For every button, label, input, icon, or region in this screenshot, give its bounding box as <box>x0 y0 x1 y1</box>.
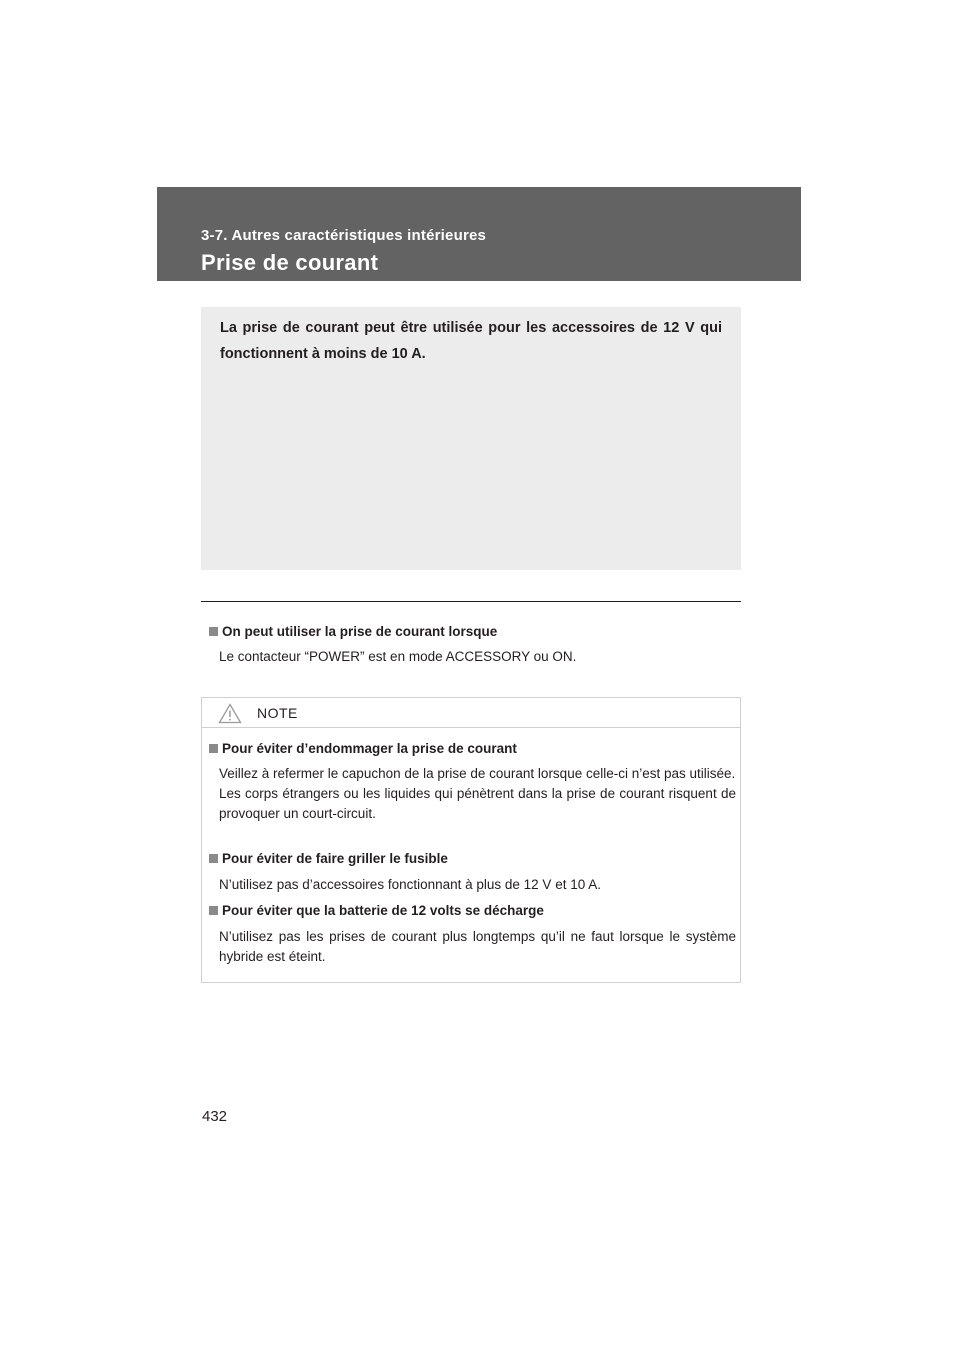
note-item-body <box>219 764 736 824</box>
note-box <box>201 697 741 983</box>
square-bullet-icon <box>209 854 218 863</box>
warning-triangle-icon <box>218 703 242 724</box>
page-number: 432 <box>202 1108 228 1125</box>
note-item-heading <box>209 903 544 918</box>
note-item-heading <box>209 851 448 866</box>
note-item-heading <box>209 741 517 756</box>
square-bullet-icon <box>209 906 218 915</box>
note-item-paragraph: N’utilisez pas les prises de courant plus longtemps qu’il ne faut lorsque le système hybride est éteint. <box>219 929 736 964</box>
square-bullet-icon <box>209 744 218 753</box>
square-bullet-icon <box>209 627 218 636</box>
note-item-paragraph: Les corps étrangers ou les liquides qui pénètrent dans la prise de courant risquent de provoquer un court-circuit. <box>219 786 736 821</box>
page-title: Prise de courant <box>201 250 379 275</box>
intro-text: La prise de courant peut être utilisée pour les accessoires de 12 V qui fonctionnent à moins de 10 A. <box>220 320 722 362</box>
note-item-paragraph: N’utilisez pas d’accessoires fonctionnant à plus de 12 V et 10 A. <box>219 877 601 892</box>
divider <box>201 601 741 602</box>
info-title: On peut utiliser la prise de courant lorsque <box>222 624 498 639</box>
info-body: Le contacteur “POWER” est en mode ACCESSORY ou ON. <box>219 649 577 664</box>
note-header <box>202 698 740 728</box>
section-label: 3-7. Autres caractéristiques intérieures <box>201 227 487 244</box>
note-item-title: Pour éviter que la batterie de 12 volts se décharge <box>222 903 544 918</box>
intro-box <box>201 307 741 570</box>
note-item-paragraph: Veillez à refermer le capuchon de la prise de courant lorsque celle-ci n’est pas utilisée. <box>219 766 736 781</box>
note-item-title: Pour éviter de faire griller le fusible <box>222 851 448 866</box>
note-item-title: Pour éviter d’endommager la prise de courant <box>222 741 517 756</box>
note-label: NOTE <box>257 705 298 721</box>
section-header <box>157 187 801 281</box>
info-heading <box>209 624 497 639</box>
